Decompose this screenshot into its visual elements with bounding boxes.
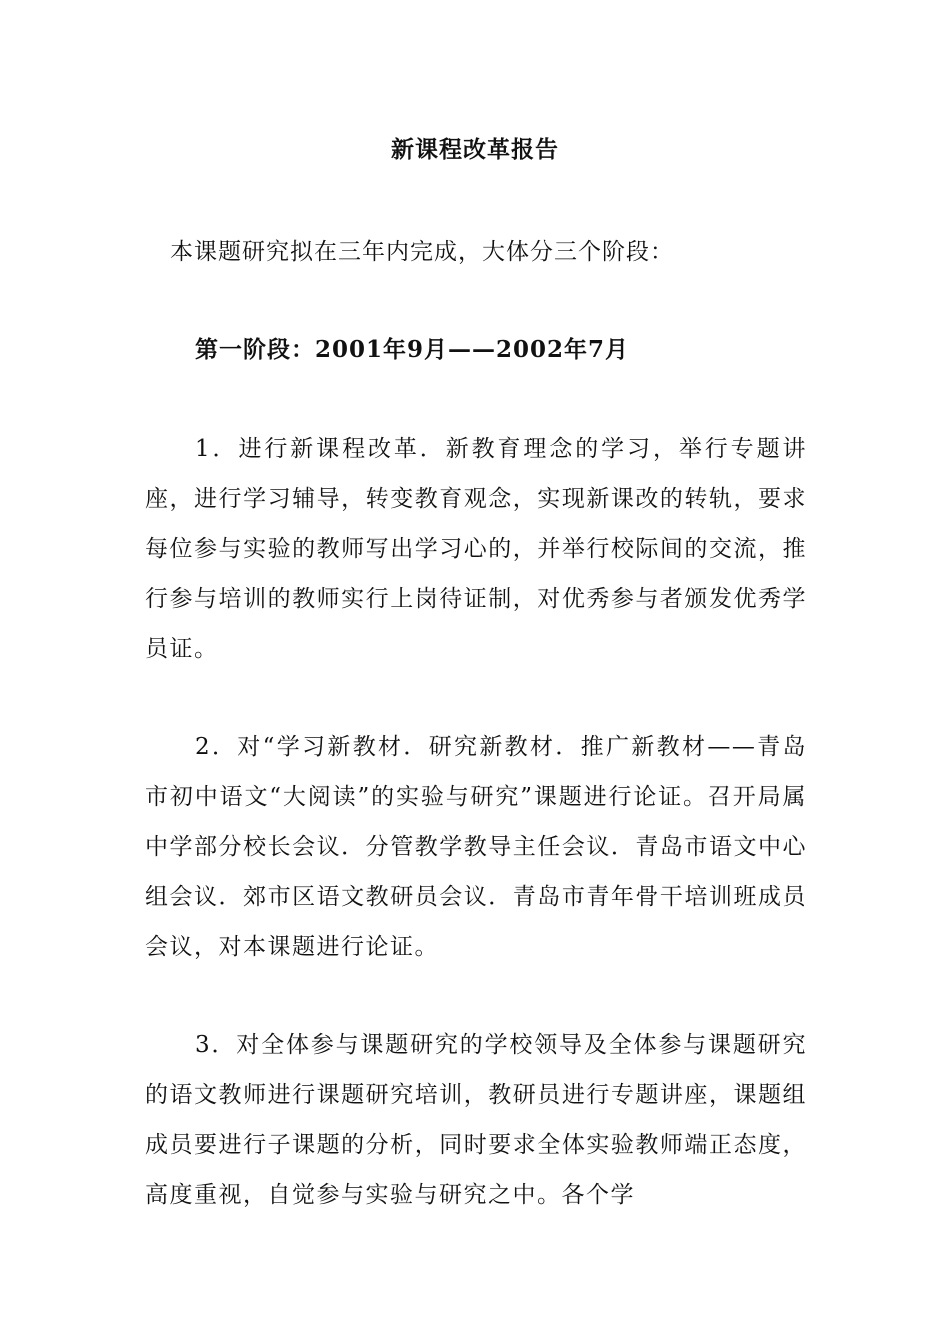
body-paragraph-3: 3．对全体参与课题研究的学校领导及全体参与课题研究的语文教师进行课题研究培训，教研员进行专题讲座，课题组成员要进行子课题的分析，同时要求全体实验教师端正态度，高度重视，自觉参与实验与研究之中。各个学 [145, 1032, 807, 1208]
document-title: 新课程改革报告 [391, 136, 559, 163]
body-paragraph-2: 2．对“学习新教材．研究新教材．推广新教材——青岛市初中语文“大阅读”的实验与研究”课题进行论证。召开局属中学部分校长会议．分管教学教导主任会议．青岛市语文中心组会议．郊市区语文教研员会议．青岛市青年骨干培训班成员会议，对本课题进行论证。 [145, 734, 807, 960]
intro-paragraph: 本课题研究拟在三年内完成，大体分三个阶段： [170, 239, 674, 265]
stage-heading: 第一阶段：2001年9月——2002年7月 [195, 336, 630, 363]
body-paragraph-1: 1．进行新课程改革．新教育理念的学习，举行专题讲座，进行学习辅导，转变教育观念，实现新课改的转轨，要求每位参与实验的教师写出学习心的，并举行校际间的交流，推行参与培训的教师实行上岗待证制，对优秀参与者颁发优秀学员证。 [145, 436, 807, 662]
